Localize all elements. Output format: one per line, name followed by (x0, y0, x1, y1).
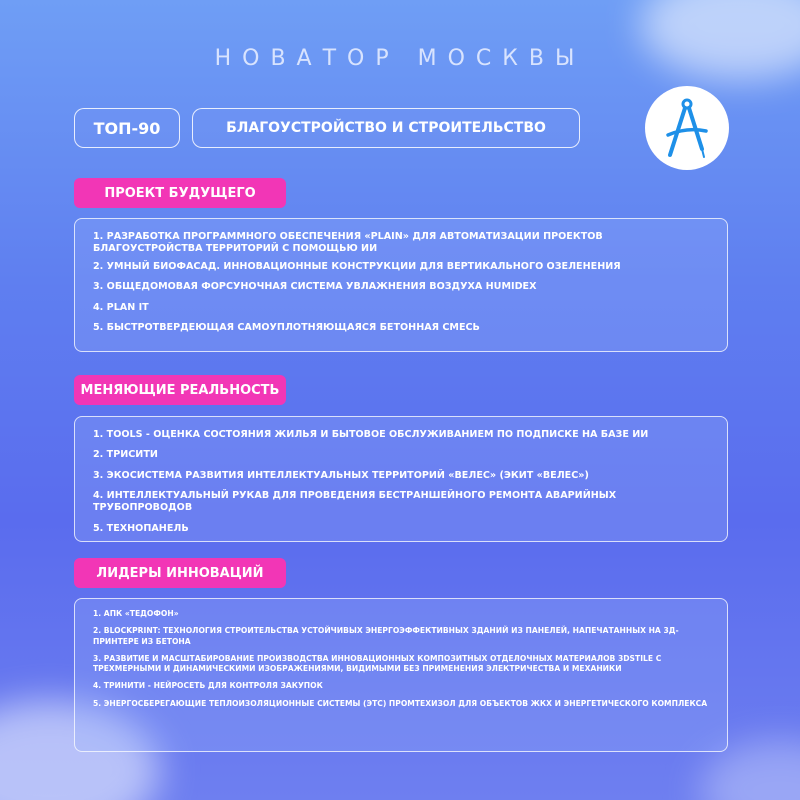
logo (645, 86, 729, 170)
list-item: 4. PLAN IT (93, 301, 149, 313)
section-panel-innovation-leaders (74, 598, 728, 752)
compass-icon (662, 97, 712, 159)
list-item: 4. ТРИНИТИ - НЕЙРОСЕТЬ ДЛЯ КОНТРОЛЯ ЗАКУПОК (93, 681, 323, 691)
section-panel-changing-reality (74, 416, 728, 542)
category-title: БЛАГОУСТРОЙСТВО И СТРОИТЕЛЬСТВО (192, 108, 580, 148)
list-item: 5. ТЕХНОПАНЕЛЬ (93, 522, 189, 534)
list-item: 2. BLOCKPRINT: ТЕХНОЛОГИЯ СТРОИТЕЛЬСТВА УСТОЙЧИВЫХ ЭНЕРГОЭФФЕКТИВНЫХ ЗДАНИЙ ИЗ ПАНЕЛЕЙ, НАПЕЧАТАННЫХ НА 3Д-ПРИНТЕРЕ ИЗ БЕТОНА (93, 626, 679, 646)
list-item: 1. TOOLS - ОЦЕНКА СОСТОЯНИЯ ЖИЛЬЯ И БЫТОВОЕ ОБСЛУЖИВАНИЕМ ПО ПОДПИСКЕ НА БАЗЕ ИИ (93, 429, 649, 440)
list-item: 5. ЭНЕРГОСБЕРЕГАЮЩИЕ ТЕПЛОИЗОЛЯЦИОННЫЕ СИСТЕМЫ (ЭТС) ПРОМТЕХИЗОЛ ДЛЯ ОБЪЕКТОВ ЖКХ И ЭНЕРГЕТИЧЕСКОГО КОМПЛЕКСА (93, 698, 708, 708)
list-item: 2. УМНЫЙ БИОФАСАД. ИННОВАЦИОННЫЕ КОНСТРУКЦИИ ДЛЯ ВЕРТИКАЛЬНОГО ОЗЕЛЕНЕНИЯ (93, 260, 621, 272)
list-item: 3. РАЗВИТИЕ И МАСШТАБИРОВАНИЕ ПРОИЗВОДСТВА ИННОВАЦИОННЫХ КОМПОЗИТНЫХ ОТДЕЛОЧНЫХ МАТЕРИАЛОВ 3DSTILE С ТРЕХМЕРНЫМИ И ДИНАМИЧЕСКИМИ ИЗОБРАЖЕНИЯМИ, ВИДИМЫМИ БЕЗ ПРИМЕНЕНИЯ ЭЛЕКТРИЧЕСТВА И МЕХАНИКИ (93, 653, 662, 673)
section-tag-future-project: ПРОЕКТ БУДУЩЕГО (74, 178, 286, 208)
top-badge: ТОП-90 (74, 108, 180, 148)
section-tag-changing-reality: МЕНЯЮЩИЕ РЕАЛЬНОСТЬ (74, 375, 286, 405)
section-tag-innovation-leaders: ЛИДЕРЫ ИННОВАЦИЙ (74, 558, 286, 588)
list-item: 1. АПК «ТЕДОФОН» (93, 609, 179, 618)
list-item: 1. РАЗРАБОТКА ПРОГРАММНОГО ОБЕСПЕЧЕНИЯ «PLAIN» ДЛЯ АВТОМАТИЗАЦИИ ПРОЕКТОВ БЛАГОУСТРОЙСТВА ТЕРРИТОРИЙ С ПОМОЩЬЮ ИИ (93, 231, 603, 254)
list-item: 4. ИНТЕЛЛЕКТУАЛЬНЫЙ РУКАВ ДЛЯ ПРОВЕДЕНИЯ БЕСТРАНШЕЙНОГО РЕМОНТА АВАРИЙНЫХ ТРУБОПРОВОДОВ (93, 490, 617, 514)
list-item: 3. ОБЩЕДОМОВАЯ ФОРСУНОЧНАЯ СИСТЕМА УВЛАЖНЕНИЯ ВОЗДУХА HUMIDEX (93, 281, 537, 293)
list-item: 5. БЫСТРОТВЕРДЕЮЩАЯ САМОУПЛОТНЯЮЩАЯСЯ БЕТОННАЯ СМЕСЬ (93, 322, 480, 334)
brand-title: НОВАТОР МОСКВЫ (214, 46, 586, 71)
list-item: 2. ТРИСИТИ (93, 449, 158, 461)
list-item: 3. ЭКОСИСТЕМА РАЗВИТИЯ ИНТЕЛЛЕКТУАЛЬНЫХ ТЕРРИТОРИЙ «ВЕЛЕС» (ЭКИТ «ВЕЛЕС») (93, 469, 589, 481)
section-panel-future-project (74, 218, 728, 352)
